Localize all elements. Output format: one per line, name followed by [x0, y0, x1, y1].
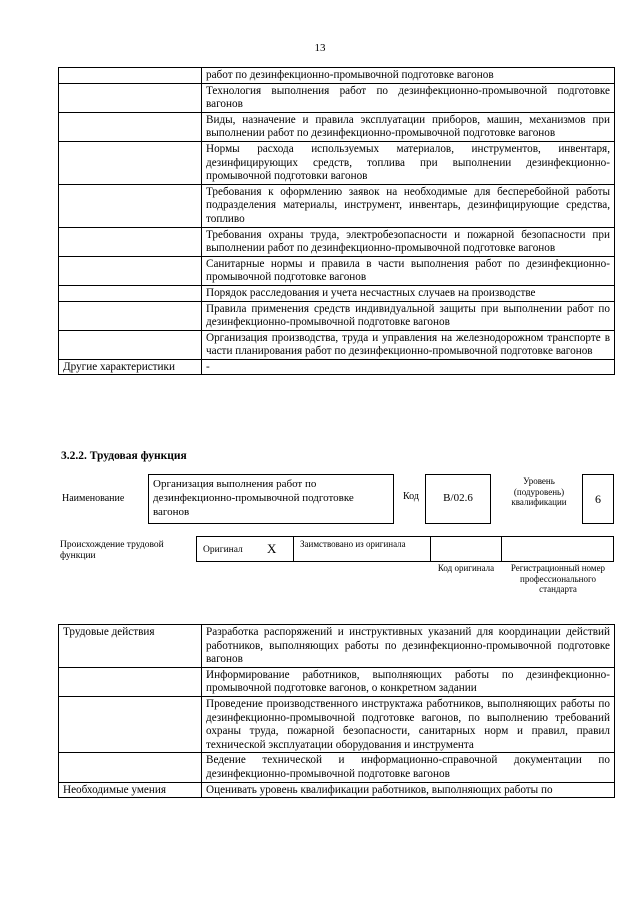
table-row: [59, 782, 615, 798]
table-row: [59, 753, 615, 782]
original-code-cell: [430, 536, 502, 562]
row-text: Требования охраны труда, электробезопасности и пожарной безопасности при выполнении работ по дезинфекционно-промывочной подготовке вагонов: [202, 227, 615, 256]
row-label: [59, 184, 202, 227]
original-mark: X: [267, 541, 277, 556]
row-text: -: [202, 359, 615, 375]
section-heading: 3.2.2. Трудовая функция: [61, 450, 187, 462]
code-value: B/02.6: [425, 474, 491, 524]
reg-number-caption: Регистрационный номер профессионального стандарта: [510, 563, 606, 594]
row-text: Организация производства, труда и управления на железнодорожном транспорте в части планирования работ по дезинфекционно-промывочной подготовке вагонов: [202, 330, 615, 359]
level-label: Уровень (подуровень) квалификации: [511, 476, 567, 507]
row-label: [59, 227, 202, 256]
row-text: Технология выполнения работ по дезинфекционно-промывочной подготовке вагонов: [202, 83, 615, 112]
row-text: Оценивать уровень квалификации работников, выполняющих работы по: [202, 782, 615, 798]
row-label: [59, 330, 202, 359]
borrowed-label: Заимствовано из оригинала: [300, 539, 406, 549]
row-label: [59, 256, 202, 285]
row-label: [59, 753, 202, 782]
row-label: Трудовые действия: [59, 625, 202, 668]
row-label: [59, 301, 202, 330]
row-label: [59, 112, 202, 141]
original-label: Оригинал: [203, 545, 243, 555]
row-label: [59, 83, 202, 112]
row-text: Правила применения средств индивидуальной защиты при выполнении работ по дезинфекционно-промывочной подготовке вагонов: [202, 301, 615, 330]
row-label: [59, 696, 202, 752]
name-label: Наименование: [62, 493, 125, 504]
table-row: [59, 227, 615, 256]
row-text: работ по дезинфекционно-промывочной подготовке вагонов: [202, 68, 615, 84]
row-text: Информирование работников, выполняющих работы по дезинфекционно-промывочной подготовке вагонов, о конкретном задании: [202, 667, 615, 696]
row-text: Санитарные нормы и правила в части выполнения работ по дезинфекционно-промывочной подготовке вагонов: [202, 256, 615, 285]
table-row: [59, 83, 615, 112]
row-text: Виды, назначение и правила эксплуатации приборов, машин, механизмов при выполнении работ по дезинфекционно-промывочной подготовке вагонов: [202, 112, 615, 141]
table-row: [59, 184, 615, 227]
row-text: Проведение производственного инструктажа работников, выполняющих работы по дезинфекционно-промывочной подготовке вагонов, по выполнению требований охраны труда, пожарной безопасности, санитарных норм и правил, правил технической эксплуатации оборудования и инструмента: [202, 696, 615, 752]
table-row: [59, 696, 615, 752]
actions-table: [58, 624, 615, 798]
row-label: Другие характеристики: [59, 359, 202, 375]
origin-label: Происхождение трудовой функции: [60, 540, 164, 561]
table-row: [59, 112, 615, 141]
table-row: [59, 667, 615, 696]
row-text: Ведение технической и информационно-справочной документации по дезинфекционно-промывочной подготовке вагонов: [202, 753, 615, 782]
table-row: [59, 359, 615, 375]
row-label: Необходимые умения: [59, 782, 202, 798]
code-label: Код: [403, 491, 419, 502]
table-row: [59, 141, 615, 184]
level-value: 6: [582, 474, 614, 524]
knowledge-table: [58, 67, 615, 375]
row-text: Требования к оформлению заявок на необходимые для бесперебойной работы подразделения материалы, инструмент, инвентарь, дезинфицирующие средства, топливо: [202, 184, 615, 227]
original-code-caption: Код оригинала: [437, 563, 495, 573]
row-text: Нормы расхода используемых материалов, инструментов, инвентаря, дезинфицирующих средств, топлива при выполнении дезинфекционно-промывочной подготовки вагонов: [202, 141, 615, 184]
table-row: [59, 285, 615, 301]
table-row: [59, 330, 615, 359]
page-number: 13: [314, 42, 326, 54]
table-row: [59, 68, 615, 84]
original-cell: [196, 536, 294, 562]
row-text: Порядок расследования и учета несчастных случаев на производстве: [202, 285, 615, 301]
borrowed-cell: [293, 536, 431, 562]
row-label: [59, 141, 202, 184]
row-label: [59, 667, 202, 696]
row-text: Разработка распоряжений и инструктивных указаний для координации действий работников, выполняющих работы по дезинфекционно-промывочной подготовке вагонов: [202, 625, 615, 668]
row-label: [59, 285, 202, 301]
table-row: [59, 625, 615, 668]
reg-number-cell: [501, 536, 614, 562]
row-label: [59, 68, 202, 84]
table-row: [59, 301, 615, 330]
function-name-value: Организация выполнения работ по дезинфекционно-промывочной подготовке вагонов: [148, 474, 394, 524]
table-row: [59, 256, 615, 285]
